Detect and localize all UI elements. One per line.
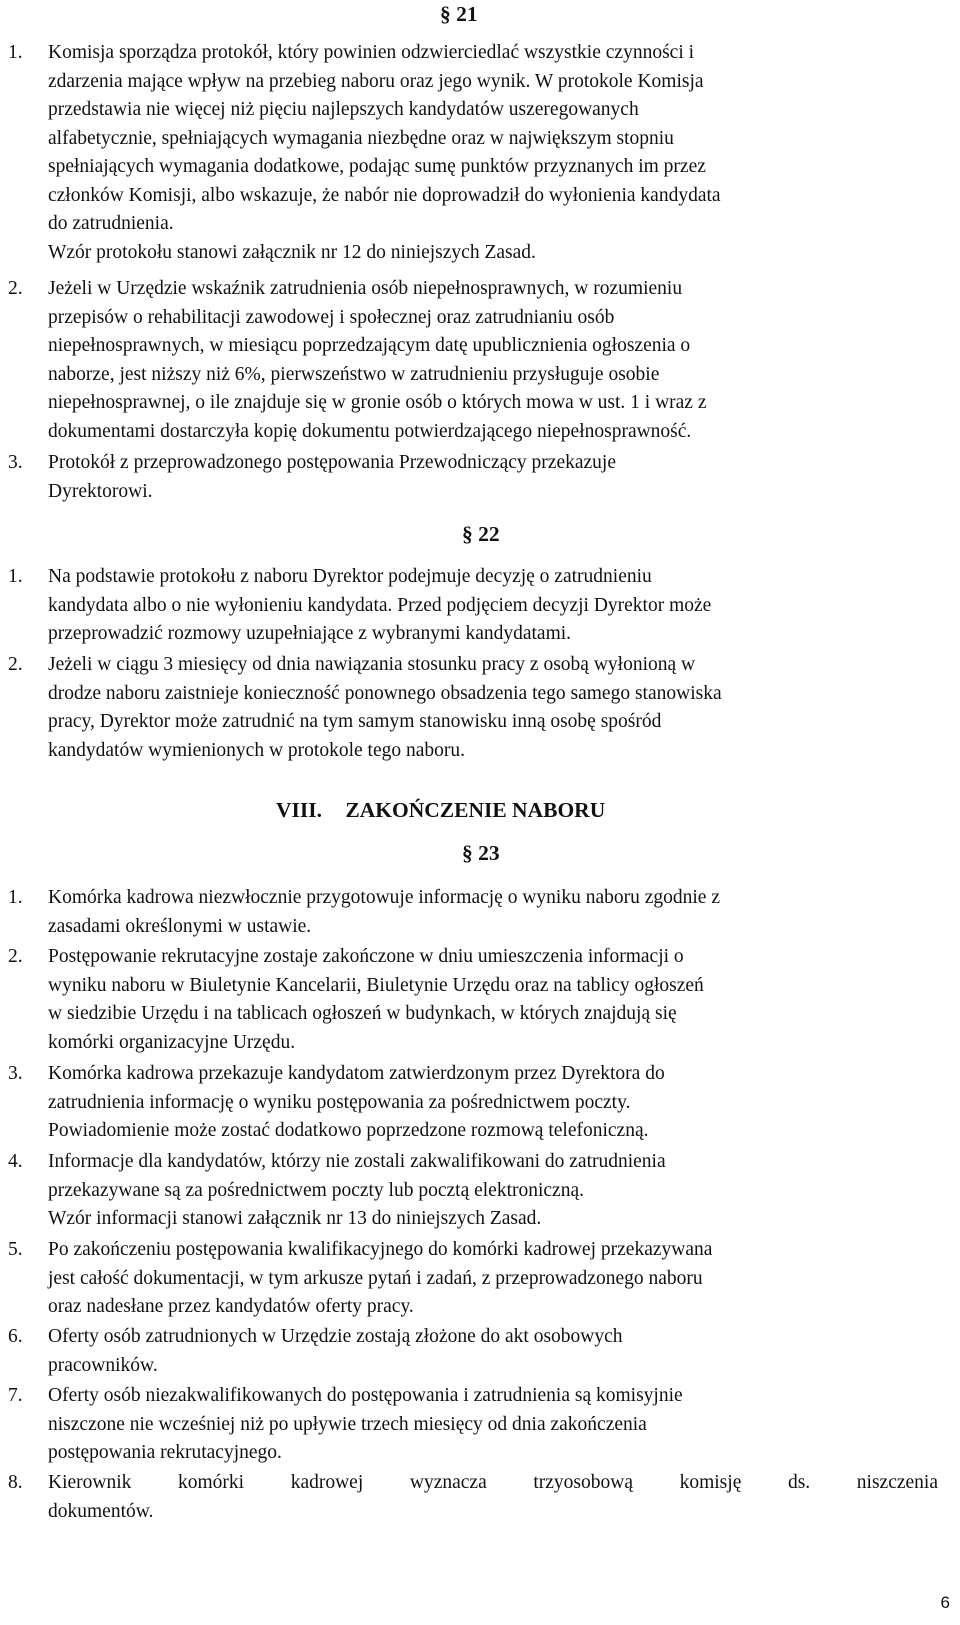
- text-line: Oferty osób niezakwalifikowanych do postępowania i zatrudnienia są komisyjnie: [48, 1385, 683, 1406]
- text-line: postępowania rekrutacyjnego.: [48, 1442, 282, 1463]
- item-number: 5.: [8, 1239, 23, 1260]
- item-number: 1.: [8, 42, 23, 63]
- item-number: 3.: [8, 1063, 23, 1084]
- item-number: 2.: [8, 278, 23, 299]
- text-line: alfabetycznie, spełniających wymagania niezbędne oraz w największym stopniu: [48, 127, 674, 149]
- item-number: 3.: [8, 452, 23, 473]
- text-line: Oferty osób zatrudnionych w Urzędzie zostają złożone do akt osobowych: [48, 1326, 623, 1347]
- section-21-heading: § 21: [440, 2, 478, 26]
- text-line: Po zakończeniu postępowania kwalifikacyjnego do komórki kadrowej przekazywana: [48, 1239, 713, 1260]
- text-line: przekazywane są za pośrednictwem poczty lub pocztą elektroniczną.: [48, 1179, 584, 1201]
- item-text: [48, 449, 938, 506]
- item-text: [48, 651, 938, 765]
- text-line: zdarzenia mające wpływ na przebieg naboru oraz jego wynik. W protokole Komisja: [48, 70, 704, 92]
- text-line: drodze naboru zaistnieje konieczność ponownego obsadzenia tego samego stanowiska: [48, 682, 722, 704]
- text-line: Informacje dla kandydatów, którzy nie zostali zakwalifikowani do zatrudnienia: [48, 1151, 666, 1172]
- item-text: [48, 275, 938, 446]
- text-line: Kierownik komórki kadrowej wyznacza trzyosobową komisję ds. niszczenia: [48, 1472, 938, 1493]
- page-number: 6: [940, 1593, 950, 1612]
- text-line: zasadami określonymi w ustawie.: [48, 915, 312, 937]
- text-line: Komisja sporządza protokół, który powinien odzwierciedlać wszystkie czynności i: [48, 42, 695, 63]
- item-text: [48, 1236, 938, 1322]
- text-line: spełniających wymagania dodatkowe, podając sumę punktów przyznanych im przez: [48, 156, 706, 177]
- text-line: dokumentami dostarczyła kopię dokumentu potwierdzającego niepełnosprawność.: [48, 420, 692, 442]
- text-line: Komórka kadrowa niezwłocznie przygotowuje informację o wyniku naboru zgodnie z: [48, 887, 720, 908]
- text-line: niszczone nie wcześniej niż po upływie trzech miesięcy od dnia zakończenia: [48, 1413, 647, 1435]
- text-line: przedstawia nie więcej niż pięciu najlepszych kandydatów uszeregowanych: [48, 99, 639, 120]
- item-text: [48, 943, 938, 1057]
- chapter-title: ZAKOŃCZENIE NABORU: [345, 798, 606, 822]
- item-text: [48, 1323, 938, 1380]
- item-text: [48, 1060, 938, 1146]
- item-number: 7.: [8, 1385, 23, 1406]
- text-line: Na podstawie protokołu z naboru Dyrektor podejmuje decyzję o zatrudnieniu: [48, 566, 652, 587]
- text-line: do zatrudnienia.: [48, 213, 174, 234]
- text-line: Wzór protokołu stanowi załącznik nr 12 do niniejszych Zasad.: [48, 241, 536, 263]
- item-text: [48, 1382, 938, 1468]
- text-line: Protokół z przeprowadzonego postępowania Przewodniczący przekazuje: [48, 452, 616, 473]
- text-line: pracy, Dyrektor może zatrudnić na tym samym stanowisku inną osobę spośród: [48, 711, 662, 732]
- item-number: 4.: [8, 1151, 23, 1172]
- text-line: pracowników.: [48, 1354, 158, 1376]
- text-line: niepełnosprawnych, w miesiącu poprzedzającym datę upublicznienia ogłoszenia o: [48, 335, 691, 356]
- item-number: 2.: [8, 654, 23, 675]
- text-line: Dyrektorowi.: [48, 480, 153, 502]
- text-line: Komórka kadrowa przekazuje kandydatom zatwierdzonym przez Dyrektora do: [48, 1063, 665, 1084]
- text-line: w siedzibie Urzędu i na tablicach ogłoszeń w budynkach, w których znajdują się: [48, 1003, 677, 1024]
- item-number: 2.: [8, 946, 23, 967]
- text-line: Wzór informacji stanowi załącznik nr 13 do niniejszych Zasad.: [48, 1208, 542, 1229]
- text-line: przepisów o rehabilitacji zawodowej i społecznej oraz zatrudnianiu osób: [48, 306, 615, 328]
- text-line: Postępowanie rekrutacyjne zostaje zakończone w dniu umieszczenia informacji o: [48, 946, 684, 967]
- text-line: niepełnosprawnej, o ile znajduje się w gronie osób o których mowa w ust. 1 i wraz z: [48, 392, 707, 413]
- text-line: jest całość dokumentacji, w tym arkusze pytań i zadań, z przeprowadzonego naboru: [48, 1267, 703, 1289]
- chapter-number: VIII.: [276, 798, 323, 822]
- text-line: kandydatów wymienionych w protokole tego naboru.: [48, 739, 465, 761]
- section-23-heading: § 23: [462, 841, 500, 865]
- chapter-heading: [276, 798, 605, 823]
- item-text: [48, 563, 938, 649]
- text-line: dokumentów.: [48, 1500, 154, 1522]
- item-number: 1.: [8, 887, 23, 908]
- item-number: 8.: [8, 1472, 23, 1493]
- text-line: Powiadomienie może zostać dodatkowo poprzedzone rozmową telefoniczną.: [48, 1120, 649, 1141]
- text-line: oraz nadesłane przez kandydatów oferty pracy.: [48, 1296, 414, 1317]
- item-text: [48, 1148, 938, 1234]
- item-number: 1.: [8, 566, 23, 587]
- section-22-heading: § 22: [462, 522, 500, 546]
- text-line: przeprowadzić rozmowy uzupełniające z wybranymi kandydatami.: [48, 623, 572, 644]
- text-line: wyniku naboru w Biuletynie Kancelarii, Biuletynie Urzędu oraz na tablicy ogłoszeń: [48, 974, 704, 996]
- item-text: [48, 39, 938, 267]
- text-line: zatrudnienia informację o wyniku postępowania za pośrednictwem poczty.: [48, 1091, 631, 1113]
- text-line: kandydata albo o nie wyłonieniu kandydata. Przed podjęciem decyzji Dyrektor może: [48, 594, 712, 616]
- text-line: Jeżeli w ciągu 3 miesięcy od dnia nawiązania stosunku pracy z osobą wyłonioną w: [48, 654, 696, 675]
- text-line: naborze, jest niższy niż 6%, pierwszeństwo w zatrudnieniu przysługuje osobie: [48, 363, 660, 385]
- item-text: [48, 884, 938, 941]
- text-line: członków Komisji, albo wskazuje, że nabór nie doprowadził do wyłonienia kandydata: [48, 184, 721, 206]
- text-line: komórki organizacyjne Urzędu.: [48, 1031, 296, 1053]
- item-number: 6.: [8, 1326, 23, 1347]
- item-text: [48, 1469, 938, 1526]
- text-line: Jeżeli w Urzędzie wskaźnik zatrudnienia osób niepełnosprawnych, w rozumieniu: [48, 278, 683, 299]
